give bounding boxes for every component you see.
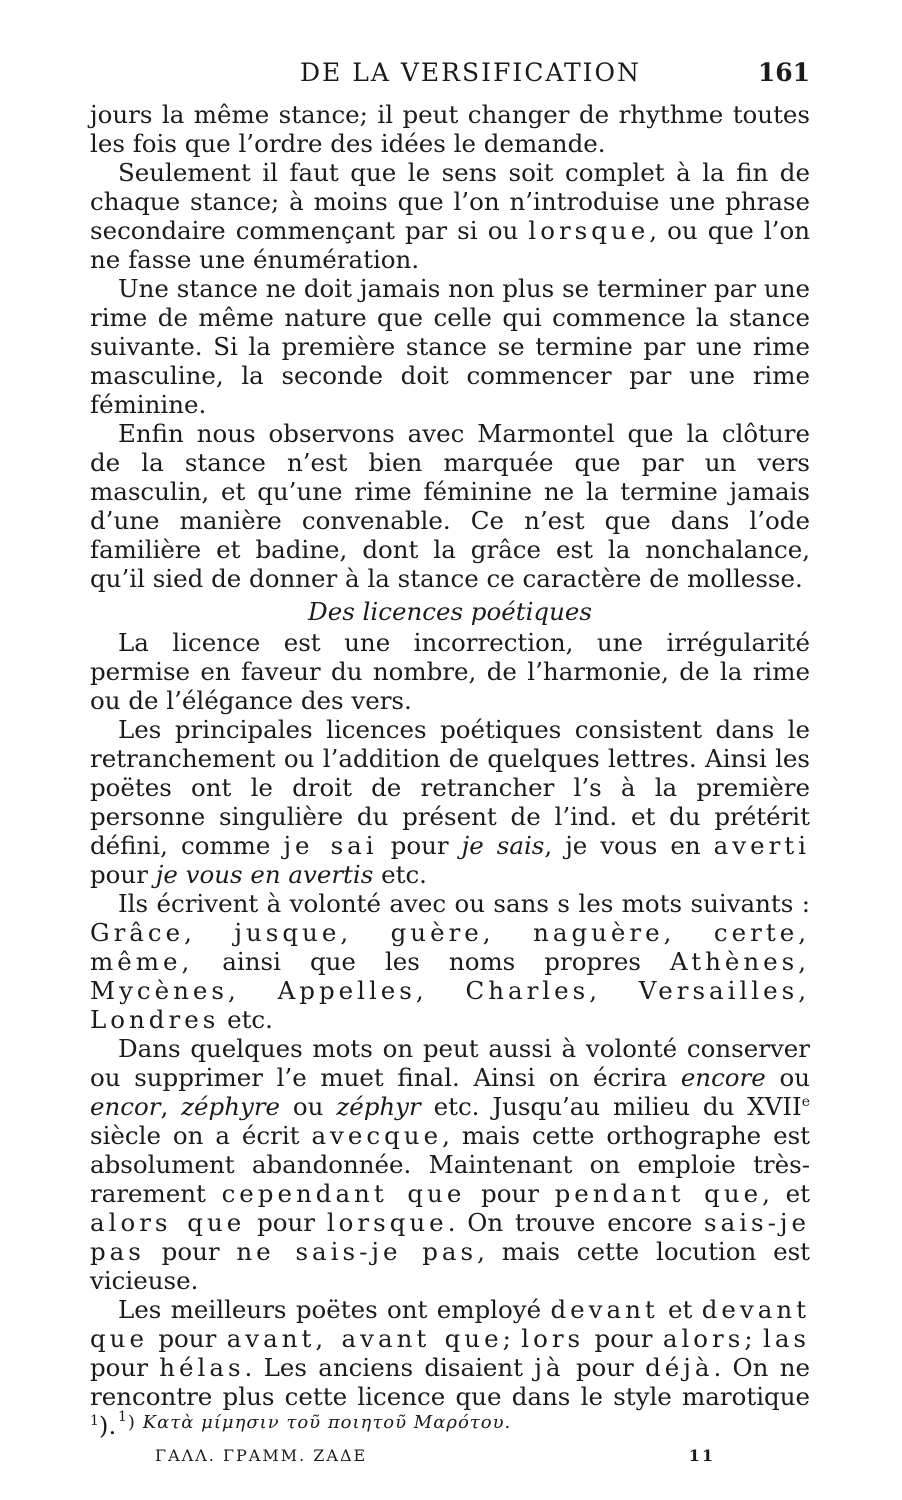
italic-word: encore: [680, 1063, 766, 1092]
spaced-word: ne sais-je pas: [236, 1237, 478, 1266]
text-run: pour: [377, 831, 462, 860]
text-run: pour: [564, 1353, 646, 1382]
text-run: etc.: [373, 860, 427, 889]
text-run: Ils écrivent à volonté avec ou sans s les mots suivants :: [118, 889, 810, 918]
italic-word: zéphyre: [181, 1092, 281, 1121]
spaced-word: sais-je pas: [90, 1208, 810, 1266]
text-run: etc. Jusqu’au milieu du XVII: [420, 1092, 802, 1121]
text-run: , mais cette locution est vicieuse.: [90, 1237, 810, 1295]
spaced-word: lorsque: [528, 216, 650, 245]
text-run: . On ne rencontre plus cette licence que dans le style marotique: [90, 1353, 810, 1411]
signature-number: 11: [688, 1446, 715, 1465]
text-run: ainsi que les noms propres: [193, 947, 670, 976]
spaced-word: lorsque: [326, 1208, 448, 1237]
footnote-bracket: ): [127, 1412, 136, 1433]
text-run: pour: [90, 860, 156, 889]
spaced-word: avant, avant que: [226, 1324, 503, 1353]
spaced-word: Athènes, Mycènes, Appelles, Charles, Versailles, Londres: [90, 947, 810, 1034]
spaced-word: devant: [550, 1295, 659, 1324]
paragraph-7: [90, 889, 810, 1034]
section-heading: Des licences poétiques: [308, 597, 592, 626]
paragraph-6: [90, 715, 810, 889]
footnote-text: Κατὰ μίμησιν τοῦ ποιητοῦ Μαρότου.: [142, 1412, 512, 1433]
spaced-word: avecque: [311, 1121, 443, 1150]
body-text: [90, 100, 810, 1440]
italic-word: encor: [90, 1092, 161, 1121]
footnote-marker: 1: [90, 1412, 99, 1429]
spaced-word: pendant que: [554, 1179, 763, 1208]
text-run: , mais cette orthographe est absolument abandonnée. Maintenant on emploie très-rarement: [90, 1121, 810, 1208]
text-run: pour: [465, 1179, 555, 1208]
spaced-word: averti: [713, 831, 810, 860]
text-run: Dans quelques mots on peut aussi à volonté conserver ou supprimer l’e muet final. Ainsi on écrira: [90, 1034, 810, 1092]
text-run: , ou que l’on ne fasse une énumération.: [90, 216, 810, 274]
text-run: etc.: [219, 1005, 273, 1034]
text-run: ).: [98, 1411, 117, 1440]
footnote: [118, 1409, 512, 1433]
text-run: pour: [245, 1208, 327, 1237]
italic-word: je sais: [461, 831, 545, 860]
paragraph-8: [90, 1034, 810, 1295]
text-run: siècle on a écrit: [90, 1121, 312, 1150]
text-run: ,: [160, 1092, 182, 1121]
paragraph-3: Une stance ne doit jamais non plus se terminer par une rime de même nature que celle qui commence la stance suivante. Si la première stance se termine par une rime masculine, la seconde doit commencer par une rime féminine.: [90, 274, 810, 419]
spaced-word: Grâce, jusque, guère, naguère, certe, même,: [90, 918, 810, 976]
running-title: DE LA VERSIFICATION: [300, 58, 641, 87]
italic-word: je vous en avertis: [155, 860, 374, 889]
text-run: pour: [90, 1353, 160, 1382]
italic-word: zéphyr: [336, 1092, 421, 1121]
text-run: et: [658, 1295, 702, 1324]
text-run: . On trouve encore: [447, 1208, 705, 1237]
text-run: ;: [744, 1324, 763, 1353]
text-run: ;: [502, 1324, 522, 1353]
spaced-word: cependant que: [221, 1179, 466, 1208]
page-header: [90, 58, 810, 92]
spaced-word: déjà: [645, 1353, 714, 1382]
spaced-word: lors: [521, 1324, 585, 1353]
spaced-word: devant que: [90, 1295, 811, 1353]
paragraph-1: jours la même stance; il peut changer de rhythme toutes les fois que l’ordre des idées le demande.: [90, 100, 810, 158]
paragraph-4: Enfin nous observons avec Marmontel que la clôture de la stance n’est bien marquée que par un vers masculin, et qu’une rime féminine ne la termine jamais d’une manière convenable. Ce n’est que dans l’ode familière et badine, dont la grâce est la nonchalance, qu’il sied de donner à la stance ce caractère de mollesse.: [90, 419, 810, 593]
spaced-word: alors que: [90, 1208, 246, 1237]
text-run: . Les anciens disaient: [244, 1353, 535, 1382]
spaced-word: las: [762, 1324, 810, 1353]
spaced-word: je sai: [283, 831, 378, 860]
text-run: , et: [762, 1179, 810, 1208]
text-run: pour: [144, 1237, 237, 1266]
text-run: Seulement il faut que le sens soit complet à la fin de chaque stance; à moins que l’on n’introduise une phrase secondaire commençant par si ou: [90, 158, 810, 245]
paragraph-2: [90, 158, 810, 274]
signature-text: ΓΑΛΛ. ΓΡΑΜΜ. ΖΑΔΕ: [155, 1446, 368, 1465]
text-run: pour: [584, 1324, 663, 1353]
text-run: , je vous en: [544, 831, 714, 860]
spaced-word: alors: [662, 1324, 745, 1353]
spaced-word: hélas: [159, 1353, 245, 1382]
superscript: e: [801, 1093, 811, 1110]
spaced-word: jà: [534, 1353, 565, 1382]
page-number: 161: [757, 58, 810, 87]
footnote-marker: 1: [118, 1409, 128, 1425]
text-run: Les meilleurs poëtes ont employé: [118, 1295, 551, 1324]
printer-signature: [155, 1446, 715, 1468]
text-run: ou: [765, 1063, 810, 1092]
text-run: pour: [147, 1324, 227, 1353]
paragraph-5: La licence est une incorrection, une irrégularité permise en faveur du nombre, de l’harmonie, de la rime ou de l’élégance des vers.: [90, 628, 810, 715]
text-run: Les principales licences poétiques consistent dans le retranchement ou l’addition de quelques lettres. Ainsi les poëtes ont le droit de retrancher l’s à la première personne singulière du présent de l’ind. et du prétérit défini, comme: [90, 715, 810, 860]
text-run: ou: [280, 1092, 337, 1121]
